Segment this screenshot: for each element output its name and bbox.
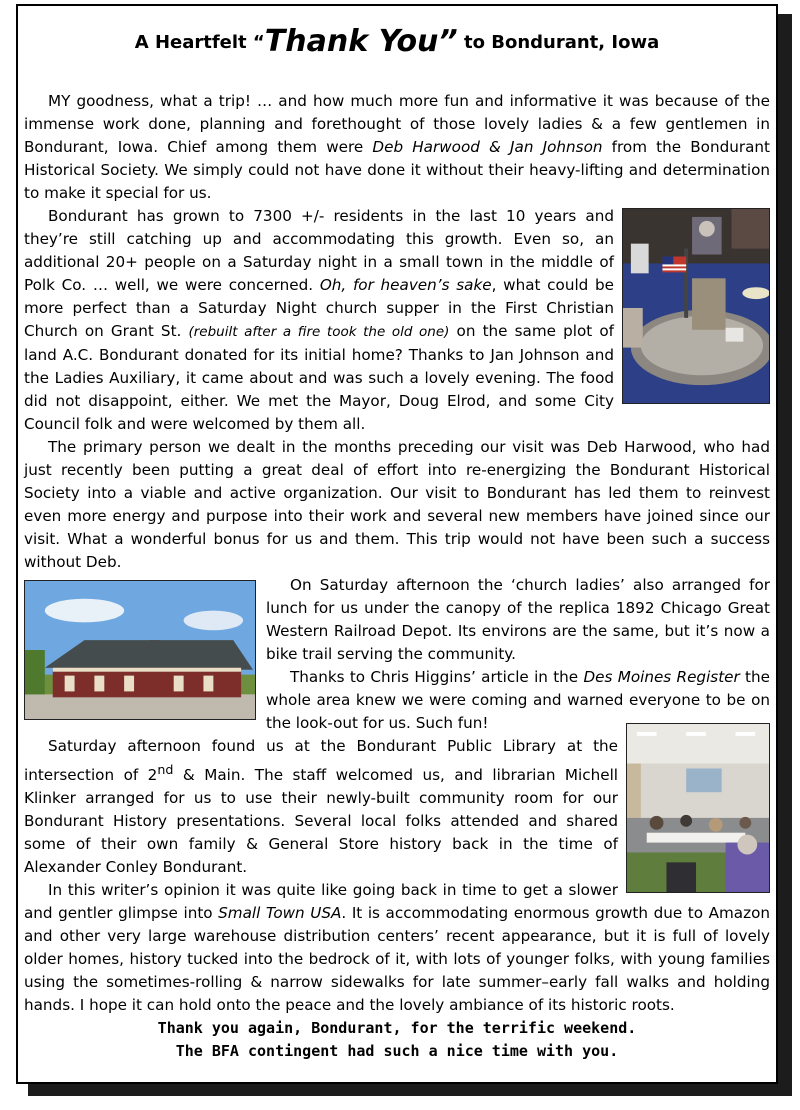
paragraph-2: Bondurant has grown to 7300 +/- residents in the last 10 years and they’re still catching up and accommodating this growth. Even so, an additional 20+ people on a Saturday night in a small town in the middle of Polk Co. … well, we were concerned. Oh, for heaven’s sake, what could be more perfect than a Saturday Night church supper in the First Christian Church on Grant St. (rebuilt after a fire took the old one) on the same plot of land A.C. Bondurant donated for its initial home? Thanks to Jan Johnson and the Ladies Auxiliary, it came about and was such a lovely evening. The food did not disappoint, either. We met the Mayor, Doug Elrod, and some City Council folk and were welcomed by them all. [24,207,615,433]
closing-line-2: The BFA contingent had such a nice time with you. [175,1042,619,1061]
library-presentation-photo [626,723,770,893]
title-emphasis: Thank You” [264,24,458,59]
closing-line-1: Thank you again, Bondurant, for the terrific weekend. [157,1019,637,1038]
paragraph-5: Thanks to Chris Higgins’ article in the Des Moines Register the whole area knew we were coming and warned everyone to be on the look-out for us. Such fun! [266,668,770,732]
article-body [24,90,770,1063]
page-title: A Heartfelt “Thank You” to Bondurant, Iowa [134,24,660,59]
newsletter-page [16,4,778,1084]
paragraph-1: MY goodness, what a trip! … and how much more fun and informative it was because of the immense work done, planning and forethought of those lovely ladies & a few gentlemen in Bondurant, Iowa. Chief among them were Deb Harwood & Jan Johnson from the Bondurant Historical Society. We simply could not have done it without their heavy-lifting and determination to make it special for us. [24,92,770,202]
paragraph-4: On Saturday afternoon the ‘church ladies’ also arranged for lunch for us under the canopy of the replica 1892 Chicago Great Western Railroad Depot. Its environs are the same, but it’s now a bike trail serving the community. [266,576,770,663]
railroad-depot-photo [24,580,256,720]
paragraph-3: The primary person we dealt in the months preceding our visit was Deb Harwood, who had just recently been putting a great deal of effort into re-energizing the Bondurant Historical Society into a viable and active organization. Our visit to Bondurant has led them to reinvest even more energy and purpose into their work and several new members have joined since our visit. What a wonderful bonus for us and them. This trip would not have been such a success without Deb. [24,438,770,571]
church-supper-photo [622,208,770,404]
paragraph-6: Saturday afternoon found us at the Bondurant Public Library at the intersection of 2nd & Main. The staff welcomed us, and librarian Michell Klinker arranged for us to use their newly-built community room for our Bondurant History presentations. Several local folks attended and shared some of their own family & General Store history back in the time of Alexander Conley Bondurant. [24,737,619,877]
paragraph-7: In this writer’s opinion it was quite like going back in time to get a slower and gentler glimpse into Small Town USA. It is accommodating enormous growth due to Amazon and other very large warehouse distribution centers’ recent appearance, but it is full of lovely older homes, history tucked into the bedrock of it, with lots of younger folks, with young families using the sometimes-rolling & narrow sidewalks for late summer–early fall walks and holding hands. I hope it can hold onto the peace and the lovely ambiance of its historic roots. [24,881,770,1015]
